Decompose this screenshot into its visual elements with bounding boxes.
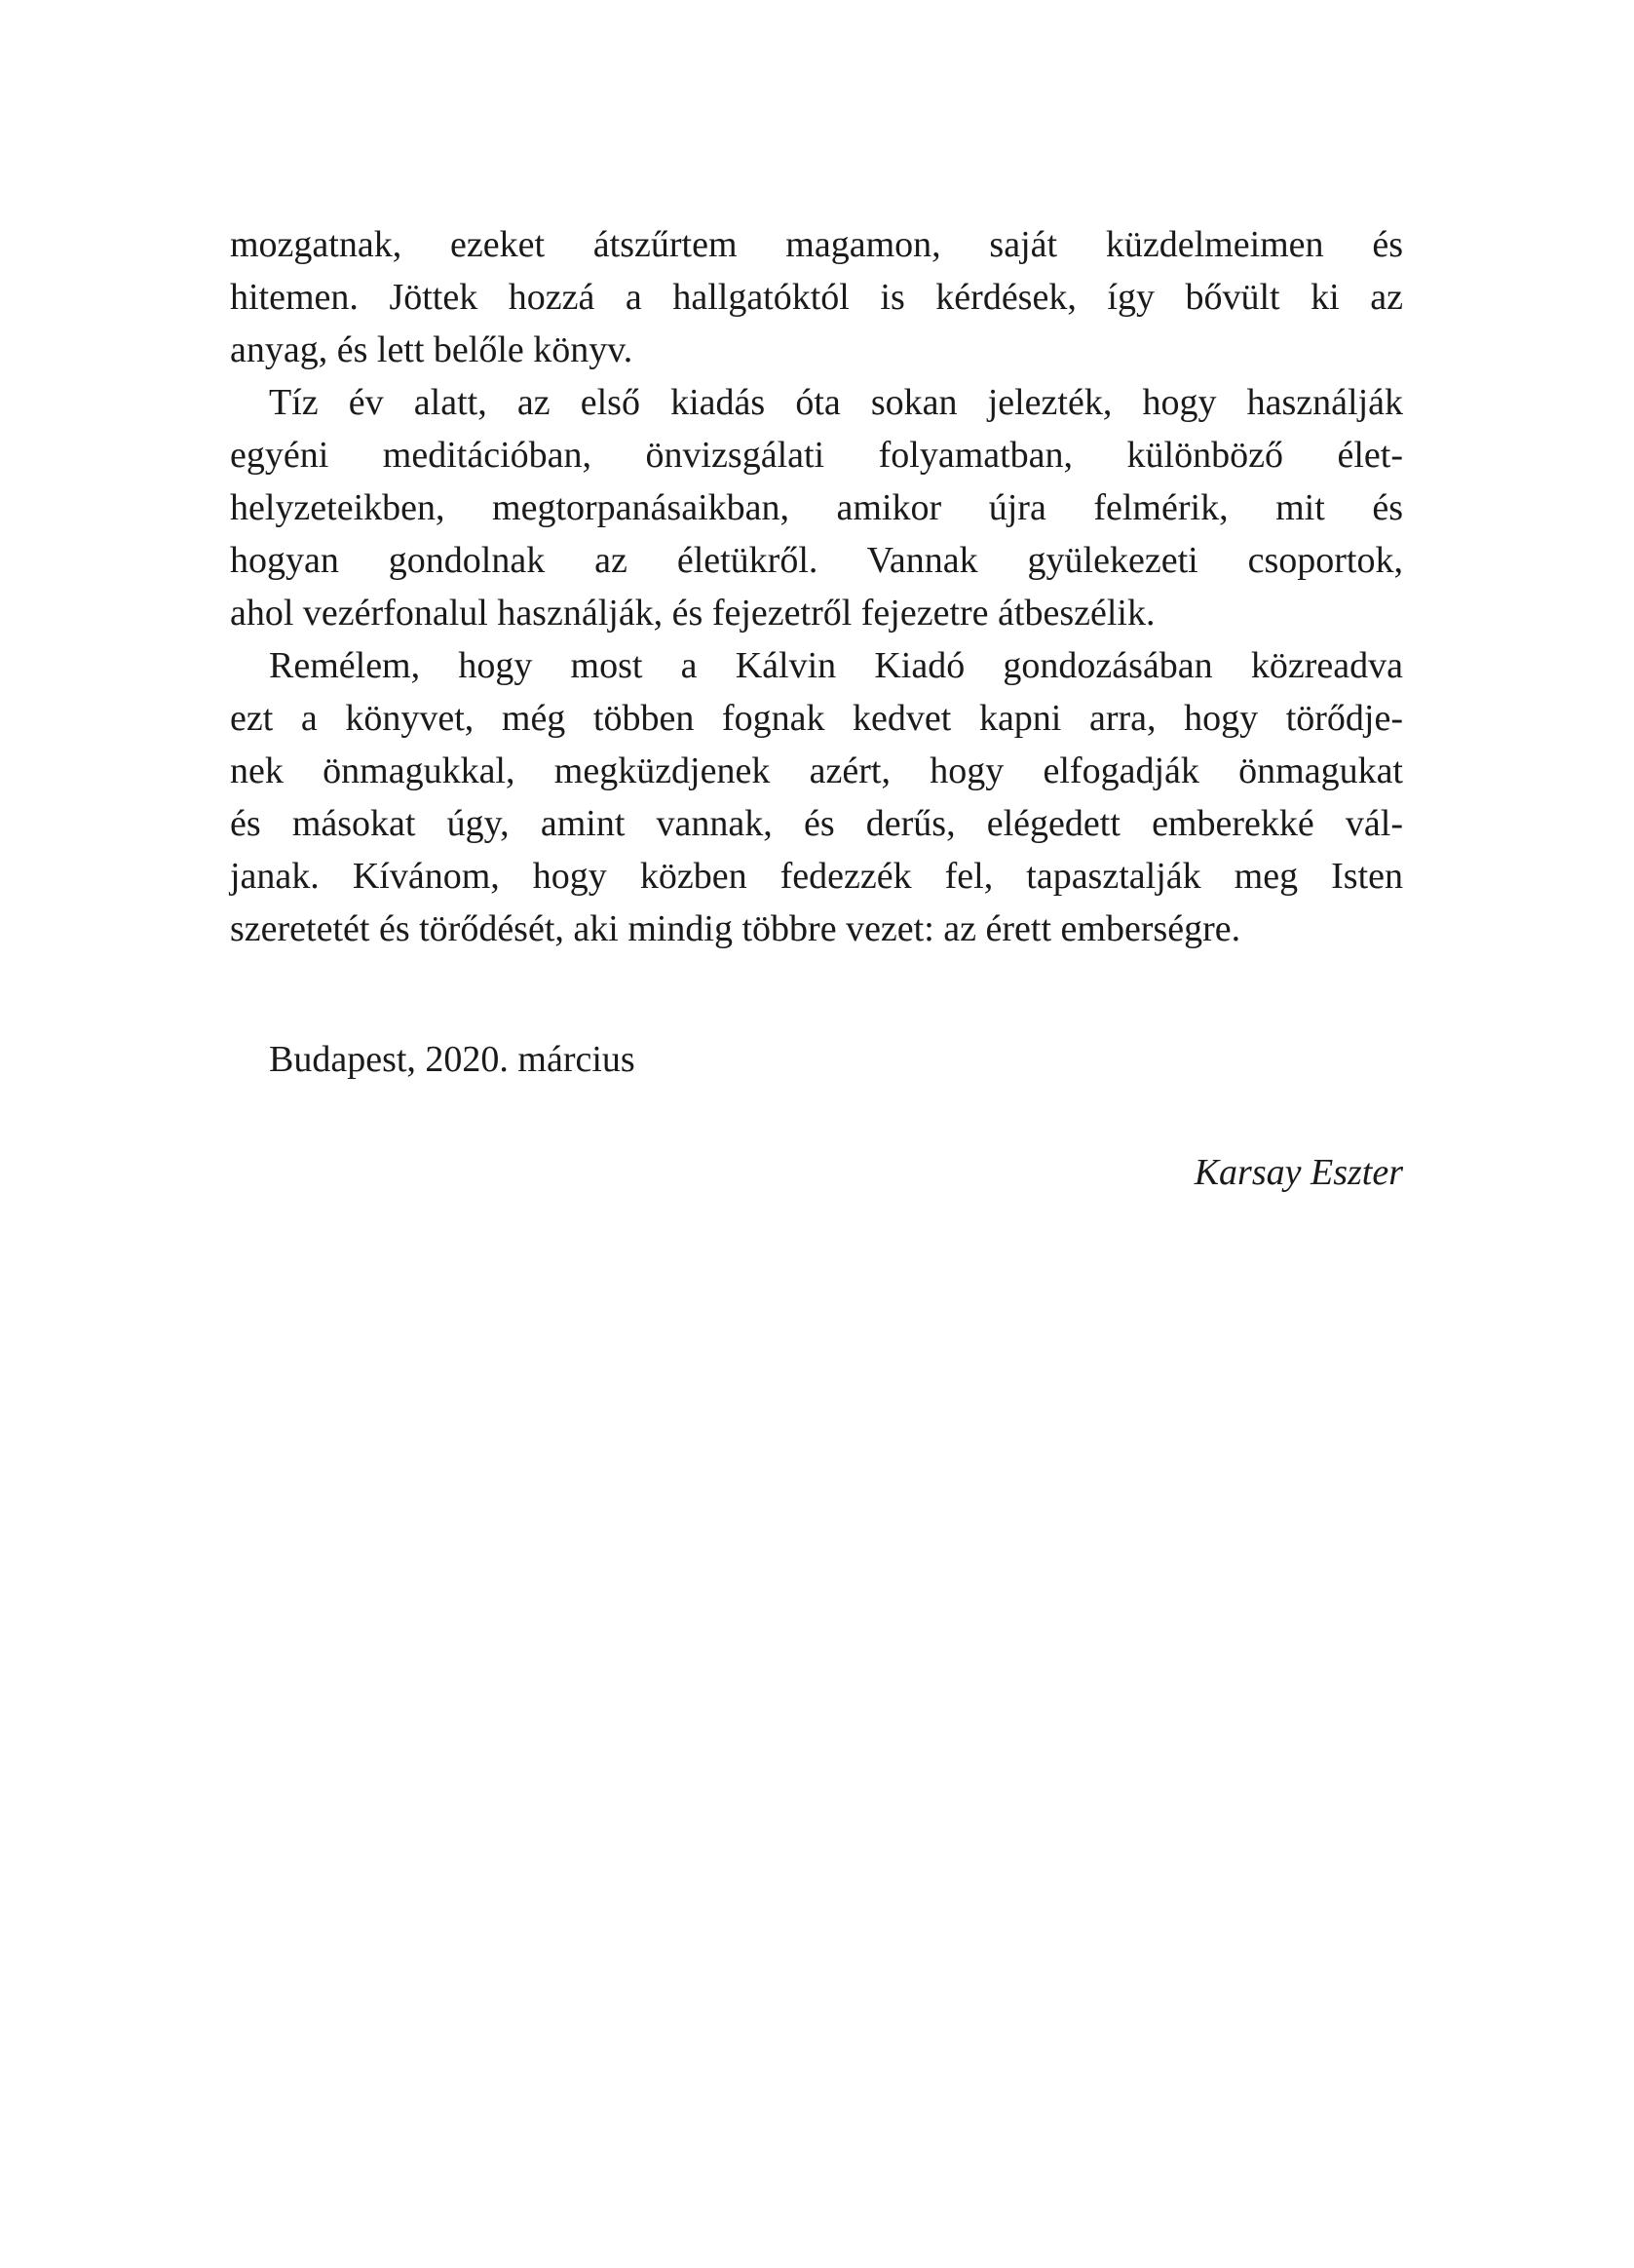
text-line: egyéni meditációban, önvizsgálati folyamatban, különböző élet- — [230, 435, 1403, 476]
paragraph-3 — [230, 639, 1403, 955]
text-line: Tíz év alatt, az első kiadás óta sokan jelezték, hogy használják — [269, 382, 1403, 423]
text-line: hogyan gondolnak az életükről. Vannak gyülekezeti csoportok, — [230, 540, 1403, 581]
text-line: mozgatnak, ezeket átszűrtem magamon, saját küzdelmeimen és — [230, 224, 1403, 265]
text-line: helyzeteikben, megtorpanásaikban, amikor újra felmérik, mit és — [230, 487, 1403, 528]
text-line: nek önmagukkal, megküzdjenek azért, hogy elfogadják önmagukat — [230, 750, 1403, 791]
author-signature: Karsay Eszter — [1194, 1152, 1403, 1193]
dateline: Budapest, 2020. március — [269, 1039, 635, 1080]
text-line: hitemen. Jöttek hozzá a hallgatóktól is kérdések, így bővült ki az — [230, 277, 1403, 318]
text-line: ezt a könyvet, még többen fognak kedvet kapni arra, hogy törődje- — [230, 698, 1403, 739]
paragraph-2 — [230, 376, 1403, 639]
text-line: janak. Kívánom, hogy közben fedezzék fel, tapasztalják meg Isten — [230, 856, 1403, 897]
text-line: ahol vezérfonalul használják, és fejezetről fejezetre átbeszélik. — [230, 593, 1156, 634]
body-text — [230, 218, 1403, 955]
text-line: anyag, és lett belőle könyv. — [230, 329, 633, 370]
text-line: és másokat úgy, amint vannak, és derűs, elégedett emberekké vál- — [230, 803, 1403, 844]
paragraph-1 — [230, 218, 1403, 376]
text-line: Remélem, hogy most a Kálvin Kiadó gondozásában közreadva — [269, 645, 1403, 686]
text-line: szeretetét és törődését, aki mindig többre vezet: az érett emberségre. — [230, 908, 1241, 949]
